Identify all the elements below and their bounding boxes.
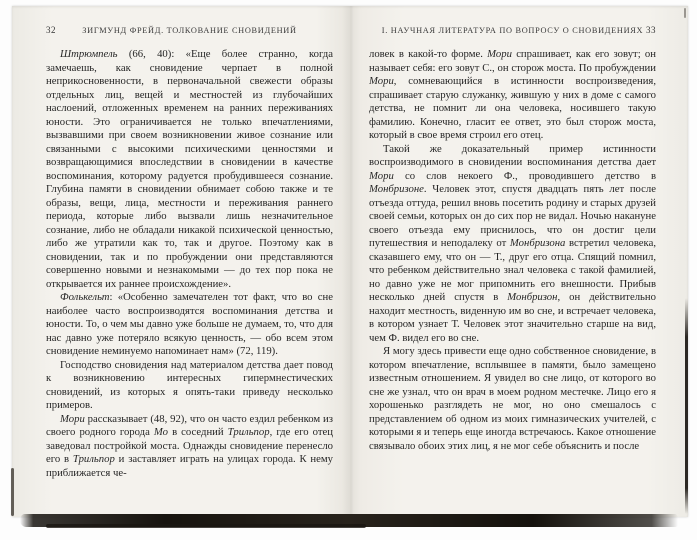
running-title-right: I. НАУЧНАЯ ЛИТЕРАТУРА ПО ВОПРОСУ О СНОВИДЕНИЯХ	[381, 26, 644, 35]
text-run: встретил человека, сказавшего ему, что он — Т., друг его отца. Спящий помнил, что ребенком действительно знал человека с такой фамилией, но давно уже не мог припомнить его внешности. Прибыв несколько дней спустя в	[369, 237, 656, 303]
text-run: рассказывает (48, 92), что он часто ездил ребенком из своего родного города	[46, 412, 333, 438]
paragraph	[46, 413, 333, 481]
paragraph	[369, 345, 656, 453]
text-run: , где его отец заведовал постройкой моста. Однажды сновидение перенесло его в	[46, 426, 333, 465]
text-run: ловек в какой-то форме.	[369, 48, 488, 60]
emphasized-text: Монбризон	[507, 291, 558, 303]
text-run: , сомневающийся в истинности воспроизведения, спрашивает старую служанку, жившую у них в доме с самого детства, не помнит ли она человека, носившего такую фамилию. Конечно, гласит ее ответ, это был сторож моста, который в свое время строил его отец.	[369, 75, 656, 141]
text-run: Господство сновидения над материалом детства дает повод к возникновению интересных гипермнестических сновидений, из которых я опять-таки приведу несколько примеров.	[46, 358, 333, 411]
text-run: : «Особенно замечателен тот факт, что во сне наиболее часто воспроизводятся воспоминания детства и юности. То, о чем мы давно уже больше не думаем, то, что для нас давно уже потеряло всякую ценность, — обо всем этом сновидение неминуемо напоминает нам» (72, 119).	[46, 291, 333, 357]
text-run: , он действительно находит местность, виденную им во сне, и встречает человека, в котором узнает Т. Человек этот значительно старше на вид, чем Ф. видел его во сне.	[369, 291, 656, 344]
page-number-left: 32	[46, 25, 56, 35]
page-header-left	[46, 25, 333, 35]
text-run: Такой же доказательный пример истинности воспроизводимого в сновидении воспоминания детства дает	[369, 142, 656, 168]
emphasized-text: Монбризоне	[369, 183, 424, 195]
page-right	[350, 6, 688, 517]
paragraph	[369, 48, 656, 143]
emphasized-text: Мори	[487, 48, 512, 60]
page-left-content	[46, 25, 333, 480]
paragraph	[46, 359, 333, 413]
page-edge-shadow-right	[685, 298, 688, 514]
running-title-left: ЗИГМУНД ФРЕЙД. ТОЛКОВАНИЕ СНОВИДЕНИЙ	[82, 26, 297, 35]
page-number-right: 33	[646, 25, 656, 35]
page-edge-shadow-bottom-inner	[46, 524, 366, 528]
text-run: в соседний	[168, 426, 228, 438]
book-spread	[12, 6, 688, 517]
page-edge-shadow-left	[11, 468, 14, 516]
paragraph	[46, 291, 333, 359]
emphasized-text: Монбризона	[509, 237, 566, 249]
page-body-right	[369, 48, 656, 453]
scan-artifact	[684, 8, 686, 18]
emphasized-text: Трильпор	[72, 453, 115, 465]
emphasized-text: Мори	[369, 169, 394, 182]
emphasized-text: Мори	[369, 75, 394, 87]
text-run: (66, 40): «Еще более странно, когда замечаешь, как сновидение черпает в полной неприкосновенности, в первоначальной свежести образы отдельных лиц, вещей и местностей из глубочайших наслоений, отложенных временем на ранних переживаниях юности. Это ограничивается не только впечатлениями, вызвавшими при своем возникновении живое сознание или связанными с высокими психическими ценностями и возвращающимися впоследствии в сновидении в качестве воспоминания, которому радуется пробудившееся сознание. Глубина памяти в сновидении обнимает собою также и те образы, вещи, лица, местности и переживания раннего периода, которые либо вызвали лишь незначительное сознание, либо не обладали никакой психической ценностью, либо же утратили как то, так и другое. Поэтому как в сновидении, так и по пробуждении они представляются совершенно новыми и незнакомыми — до тех пор пока не открывается их раннее происхождение».	[46, 48, 333, 290]
text-run: . Человек этот, спустя двадцать пять лет после отъезда оттуда, решил вновь посетить родину и старых друзей своей семьи, которых он до сих пор не видал. Ночью накануне своего отъезда ему приснилось, что он достиг цели путешествия и неподалеку от	[369, 183, 656, 249]
emphasized-text: Трильпор	[227, 426, 270, 438]
paragraph	[46, 48, 333, 291]
page-right-content	[369, 25, 656, 453]
emphasized-text: Штрюмпель	[60, 48, 118, 60]
paragraph	[369, 143, 656, 346]
page-header-right	[369, 25, 656, 35]
text-run: спрашивает, как его зовут; он называет себя: его зовут С., он сторож моста. По пробуждении	[369, 48, 656, 74]
page-body-left	[46, 48, 333, 480]
text-run: Я могу здесь привести еще одно собственное сновидение, в котором впечатление, всплывшее в памяти, было замещено известным отношением. Я увидел во сне лицо, от которого во сне же узнал, что он врач в моем родном местечке. Лицо его я хорошенько разглядеть не мог, но оно смешалось с представлением об одном из моих гимназических учителей, с которыми я и теперь еще иногда встречаюсь. Какое отношение связывало обоих этих лиц, я не мог себе объяснить и после	[369, 345, 656, 452]
text-run: со слов некоего Ф., проводившего детство в	[393, 169, 656, 182]
emphasized-text: Мо	[153, 426, 169, 438]
text-run: и заставляет играть на улицах города. К нему приближается че-	[46, 453, 333, 479]
emphasized-text: Мори	[60, 412, 85, 425]
page-left	[12, 6, 350, 517]
emphasized-text: Фолькельт	[60, 291, 110, 303]
